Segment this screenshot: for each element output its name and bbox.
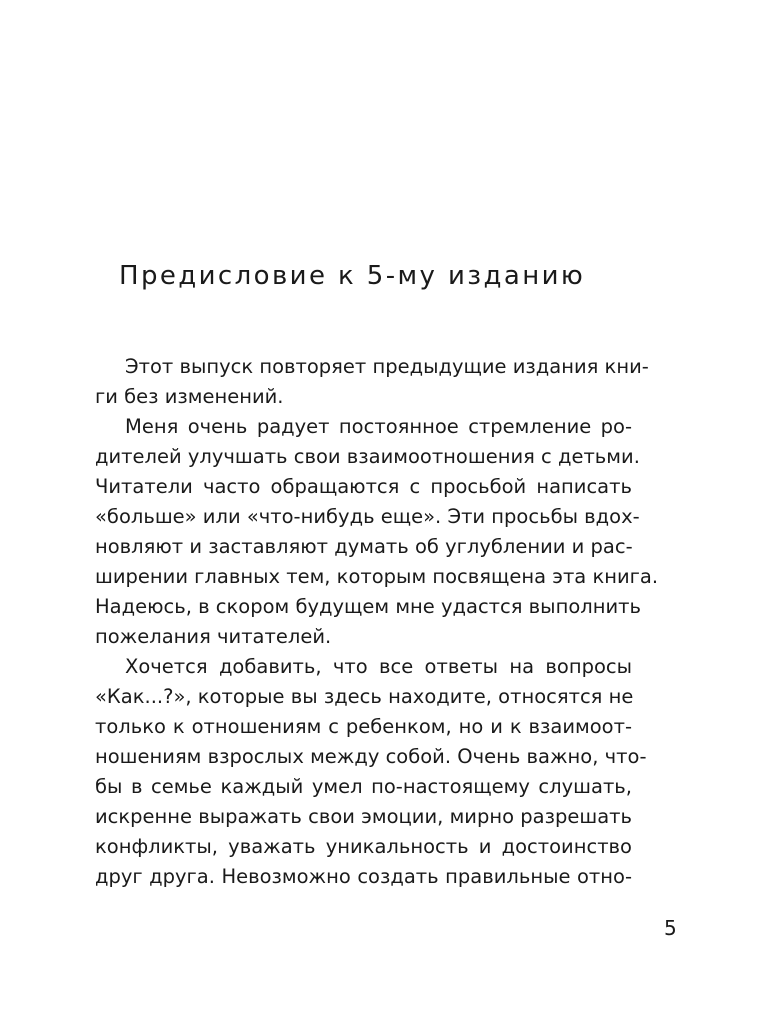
text-line: Меня очень радует постоянное стремление ро- (125, 415, 632, 438)
text-line: «Как...?», которые вы здесь находите, относятся не (95, 685, 634, 708)
text-line: новляют и заставляют думать об углублении и рас- (95, 535, 633, 558)
body-text (95, 352, 659, 892)
text-line: искренне выражать свои эмоции, мирно разрешать (95, 805, 632, 828)
text-line: ширении главных тем, которым посвящена эта книга. (95, 565, 659, 588)
text-line: друг друга. Невозможно создать правильные отно- (95, 865, 632, 888)
text-line: бы в семье каждый умел по-настоящему слушать, (95, 775, 632, 798)
text-line: пожелания читателей. (95, 625, 332, 648)
text-line: только к отношениям с ребенком, но и к взаимоот- (95, 715, 632, 738)
text-line: Этот выпуск повторяет предыдущие издания кни- (125, 355, 649, 378)
text-line: дителей улучшать свои взаимоотношения с детьми. (95, 445, 640, 468)
text-line: Надеюсь, в скором будущем мне удастся выполнить (95, 595, 641, 618)
page-number: 5 (664, 916, 677, 940)
text-line: Хочется добавить, что все ответы на вопросы (125, 655, 632, 678)
text-line: «больше» или «что-нибудь еще». Эти просьбы вдох- (95, 505, 640, 528)
text-line: ношениям взрослых между собой. Очень важно, что- (95, 745, 647, 768)
text-line: ги без изменений. (95, 385, 284, 408)
text-line: конфликты, уважать уникальность и достоинство (95, 835, 632, 858)
page-title: Предисловие к 5-му изданию (119, 261, 586, 291)
text-line: Читатели часто обращаются с просьбой написать (95, 475, 632, 498)
